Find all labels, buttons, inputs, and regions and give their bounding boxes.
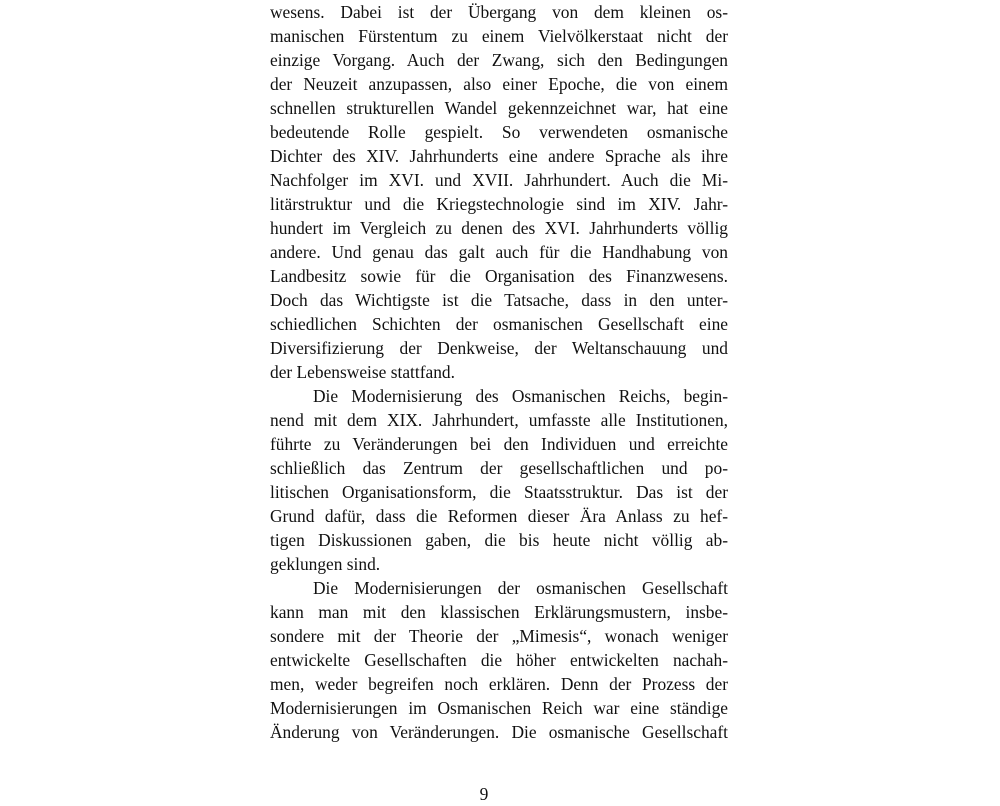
paragraph <box>270 576 728 744</box>
text-line: Grund dafür, dass die Reformen dieser Ära Anlass zu hef- <box>270 506 728 526</box>
text-line: kann man mit den klassischen Erklärungsmustern, insbe- <box>270 602 728 622</box>
text-line: Dichter des XIV. Jahrhunderts eine andere Sprache als ihre <box>270 146 728 166</box>
text-line: bedeutende Rolle gespielt. So verwendeten osmanische <box>270 122 728 142</box>
text-line: schnellen strukturellen Wandel gekennzeichnet war, hat eine <box>270 98 728 118</box>
text-line: Nachfolger im XVI. und XVII. Jahrhundert. Auch die Mi- <box>270 170 728 190</box>
text-line: der Lebensweise stattfand. <box>270 362 455 382</box>
text-line: Änderung von Veränderungen. Die osmanische Gesellschaft <box>270 722 728 742</box>
text-line: entwickelte Gesellschaften die höher entwickelten nachah- <box>270 650 728 670</box>
paragraph <box>270 0 728 384</box>
text-line: tigen Diskussionen gaben, die bis heute nicht völlig ab- <box>270 530 728 550</box>
text-line: Die Modernisierungen der osmanischen Gesellschaft <box>313 578 728 598</box>
text-line: Die Modernisierung des Osmanischen Reichs, begin- <box>313 386 728 406</box>
text-line: führte zu Veränderungen bei den Individuen und erreichte <box>270 434 728 454</box>
text-line: schiedlichen Schichten der osmanischen Gesellschaft eine <box>270 314 728 334</box>
text-line: der Neuzeit anzupassen, also einer Epoche, die von einem <box>270 74 728 94</box>
body-text <box>270 0 728 744</box>
text-line: geklungen sind. <box>270 554 381 574</box>
text-line: Doch das Wichtigste ist die Tatsache, dass in den unter- <box>270 290 728 310</box>
text-line: hundert im Vergleich zu denen des XVI. Jahrhunderts völlig <box>270 218 728 238</box>
page-number: 9 <box>479 784 489 804</box>
text-line: sondere mit der Theorie der „Mimesis“, wonach weniger <box>270 626 728 646</box>
text-line: einzige Vorgang. Auch der Zwang, sich den Bedingungen <box>270 50 728 70</box>
text-line: Modernisierungen im Osmanischen Reich war eine ständige <box>270 698 728 718</box>
text-line: manischen Fürstentum zu einem Vielvölkerstaat nicht der <box>270 26 728 46</box>
text-line: litärstruktur und die Kriegstechnologie sind im XIV. Jahr- <box>270 194 728 214</box>
text-line: men, weder begreifen noch erklären. Denn der Prozess der <box>270 674 728 694</box>
text-line: schließlich das Zentrum der gesellschaftlichen und po- <box>270 458 728 478</box>
text-line: Diversifizierung der Denkweise, der Weltanschauung und <box>270 338 728 358</box>
text-line: litischen Organisationsform, die Staatsstruktur. Das ist der <box>270 482 728 502</box>
text-line: andere. Und genau das galt auch für die Handhabung von <box>270 242 728 262</box>
text-line: wesens. Dabei ist der Übergang von dem kleinen os- <box>270 2 728 22</box>
text-line: nend mit dem XIX. Jahrhundert, umfasste alle Institutionen, <box>270 410 728 430</box>
paragraph <box>270 384 728 576</box>
text-line: Landbesitz sowie für die Organisation des Finanzwesens. <box>270 266 728 286</box>
